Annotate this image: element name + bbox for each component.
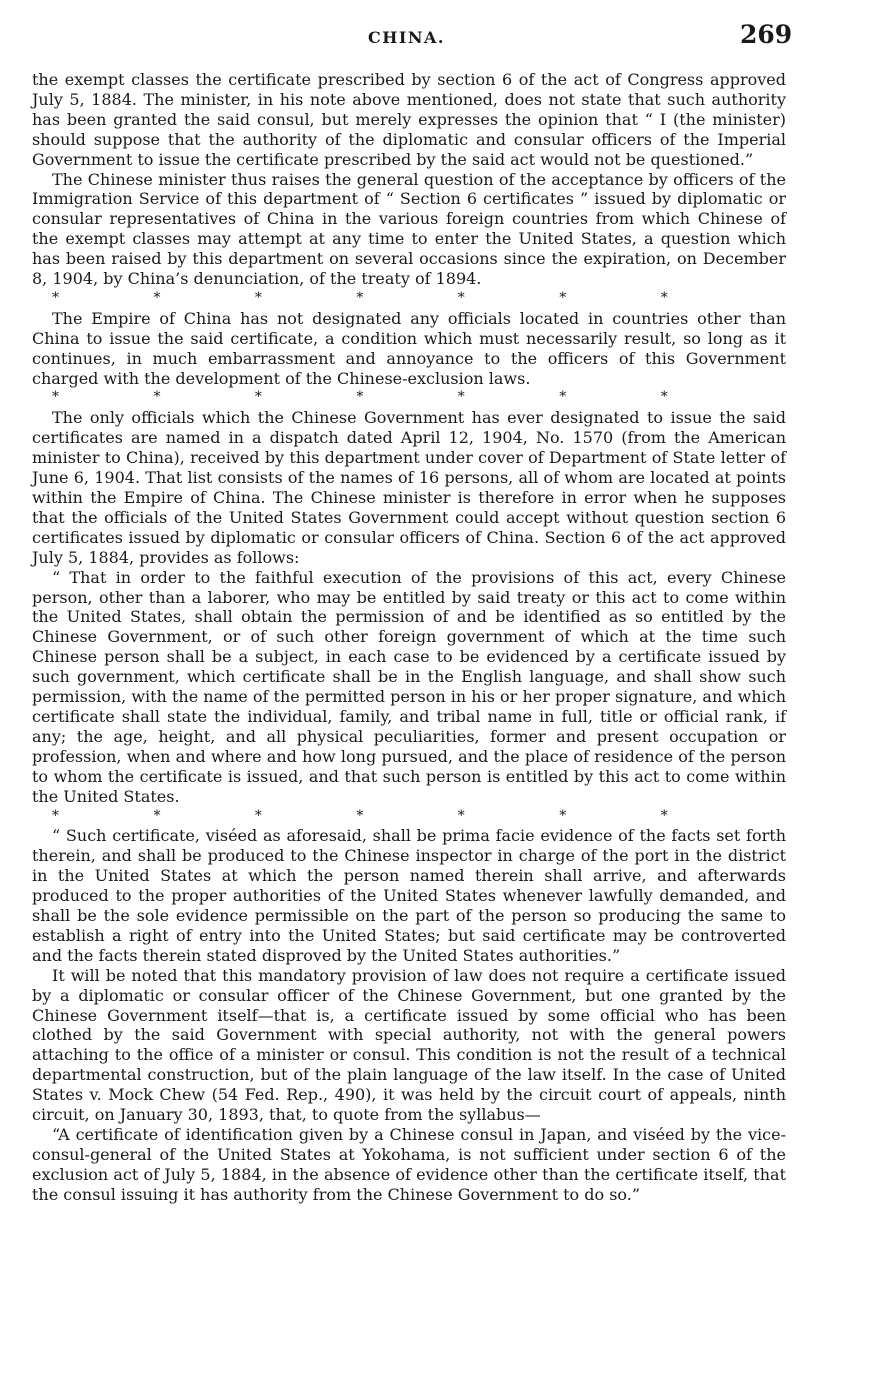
- paragraph-general-question: The Chinese minister thus raises the general question of the acceptance by officers of the Immigration Service of this department of “ Section 6 certificates ” issued by diplomatic or consular representatives of China in the various foreign countries from which Chinese of the exempt classes may attempt at any time to enter the United States, a question which has been raised by this department on several occasions since the expiration, on December 8, 1904, by China’s denunciation, of the treaty of 1894.: [32, 169, 786, 289]
- paragraph-designated-officials: The only officials which the Chinese Government has ever designated to issue the said certificates are named in a dispatch dated April 12, 1904, No. 1570 (from the American minister to China), received by this department under cover of Department of State letter of June 6, 1904. That list consists of the names of 16 persons, all of whom are located at points within the Empire of China. The Chinese minister is therefore in error when he supposes that the officials of the United States Government could accept without question section 6 certificates issued by diplomatic or consular officers of China. Section 6 of the act approved July 5, 1884, provides as follows:: [32, 408, 786, 567]
- page-header: [0, 20, 880, 52]
- page-number: 269: [740, 20, 793, 49]
- paragraph-empire-designation: The Empire of China has not designated any officials located in countries other than China to issue the said certificate, a condition which must necessarily result, so long as it continues, in much embarrassment and annoyance to the officers of this Government charged with the development of the Chinese-exclusion laws.: [32, 308, 786, 388]
- paragraph-mandatory-provision: It will be noted that this mandatory provision of law does not require a certificate issued by a diplomatic or consular officer of the Chinese Government, but one granted by the Chinese Government itself—that is, a certificate issued by some official who has been clothed by the said Government with special authority, not with the general powers attaching to the office of a minister or consul. This condition is not the result of a technical departmental construction, but of the plain language of the law itself. In the case of United States v. Mock Chew (54 Fed. Rep., 490), it was held by the circuit court of appeals, ninth circuit, on January 30, 1893, that, to quote from the syllabus—: [32, 965, 786, 1125]
- running-head: CHINA.: [368, 28, 445, 47]
- ellipsis-stars: * * * * * * *: [52, 389, 668, 406]
- ellipsis-stars: * * * * * * *: [52, 289, 668, 306]
- page-body: [32, 70, 786, 1205]
- ellipsis-stars: * * * * * * *: [52, 807, 668, 824]
- quote-certificate-viseed: “ Such certificate, viséed as aforesaid, shall be prima facie evidence of the facts set forth therein, and shall be produced to the Chinese inspector in charge of the port in the district in the United States at which the person named therein shall arrive, and afterwards produced to the proper authorities of the United States whenever lawfully demanded, and shall be the sole evidence permissible on the part of the person so producing the same to establish a right of entry into the United States; but said certificate may be controverted and the facts therein stated disproved by the United States authorities.”: [32, 826, 786, 965]
- paragraph-continuation: the exempt classes the certificate prescribed by section 6 of the act of Congress approved July 5, 1884. The minister, in his note above mentioned, does not state that such authority has been granted the said consul, but merely expresses the opinion that “ I (the minister) should suppose that the authority of the diplomatic and consular officers of the Imperial Government to issue the certificate prescribed by the said act would not be questioned.”: [32, 70, 786, 169]
- quote-syllabus: “A certificate of identification given by a Chinese consul in Japan, and viséed by the vice-consul-general of the United States at Yokohama, is not sufficient under section 6 of the exclusion act of July 5, 1884, in the absence of evidence other than the certificate itself, that the consul issuing it has authority from the Chinese Government to do so.”: [32, 1124, 786, 1204]
- quote-section-6: “ That in order to the faithful execution of the provisions of this act, every Chinese person, other than a laborer, who may be entitled by said treaty or this act to come within the United States, shall obtain the permission of and be identified as so entitled by the Chinese Government, or of such other foreign government of which at the time such Chinese person shall be a subject, in each case to be evidenced by a certificate issued by such government, which certificate shall be in the English language, and shall show such permission, with the name of the permitted person in his or her proper signature, and which certificate shall state the individual, family, and tribal name in full, title or official rank, if any; the age, height, and all physical peculiarities, former and present occupation or profession, when and where and how long pursued, and the place of residence of the person to whom the certificate is issued, and that such person is entitled by this act to come within the United States.: [32, 567, 786, 806]
